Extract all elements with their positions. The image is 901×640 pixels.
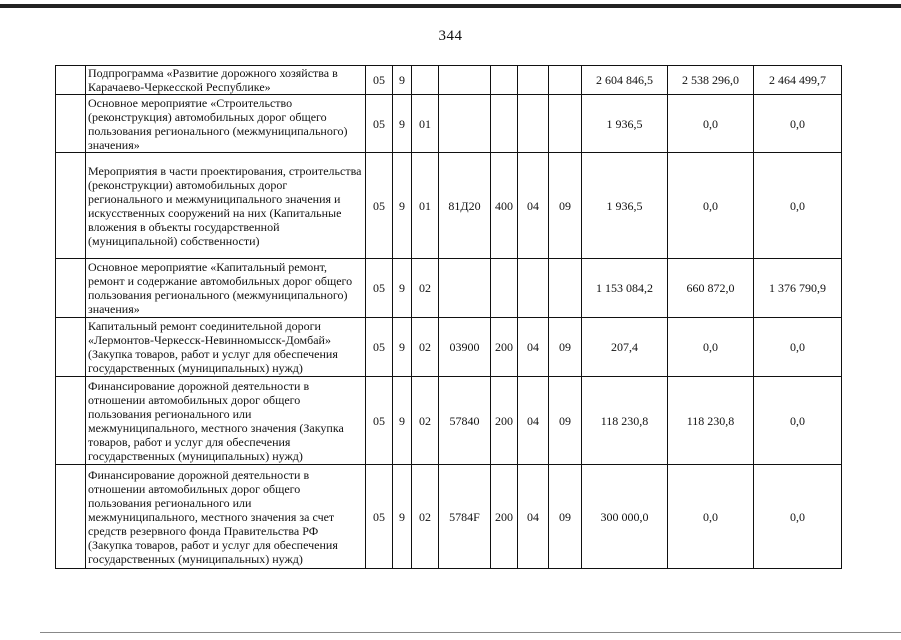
- table-row: [56, 465, 842, 569]
- code-cell: 02: [412, 318, 439, 377]
- code-cell: 9: [393, 465, 412, 569]
- code-cell: 9: [393, 318, 412, 377]
- code-cell: 03900: [439, 318, 491, 377]
- item-name-cell: Подпрограмма «Развитие дорожного хозяйства в Карачаево-Черкесской Республике»: [86, 66, 366, 95]
- amount-cell: 0,0: [754, 318, 842, 377]
- amount-cell: 1 153 084,2: [582, 259, 668, 318]
- code-cell: [412, 66, 439, 95]
- row-number-cell: [56, 153, 86, 259]
- code-cell: 200: [491, 318, 518, 377]
- code-cell: 9: [393, 377, 412, 465]
- amount-cell: 660 872,0: [668, 259, 754, 318]
- code-cell: 04: [518, 318, 549, 377]
- amount-cell: 2 464 499,7: [754, 66, 842, 95]
- row-number-cell: [56, 318, 86, 377]
- code-cell: [491, 259, 518, 318]
- amount-cell: 2 604 846,5: [582, 66, 668, 95]
- code-cell: [549, 66, 582, 95]
- code-cell: 02: [412, 259, 439, 318]
- amount-cell: 1 936,5: [582, 153, 668, 259]
- row-number-cell: [56, 465, 86, 569]
- code-cell: 9: [393, 259, 412, 318]
- code-cell: 02: [412, 465, 439, 569]
- row-number-cell: [56, 95, 86, 153]
- code-cell: 09: [549, 377, 582, 465]
- amount-cell: 0,0: [668, 318, 754, 377]
- code-cell: [439, 95, 491, 153]
- code-cell: [439, 259, 491, 318]
- amount-cell: 0,0: [754, 95, 842, 153]
- code-cell: 05: [366, 465, 393, 569]
- code-cell: 05: [366, 377, 393, 465]
- table-row: [56, 318, 842, 377]
- amount-cell: 0,0: [754, 153, 842, 259]
- code-cell: [549, 95, 582, 153]
- code-cell: 9: [393, 153, 412, 259]
- code-cell: [549, 259, 582, 318]
- amount-cell: 1 376 790,9: [754, 259, 842, 318]
- item-name-cell: Финансирование дорожной деятельности в отношении автомобильных дорог общего пользования регионального или межмуниципального, местного значения (Закупка товаров, работ и услуг для обеспечения государственных (муниципальных) нужд): [86, 377, 366, 465]
- code-cell: [518, 66, 549, 95]
- row-number-cell: [56, 377, 86, 465]
- budget-table: [55, 65, 842, 569]
- bottom-rule: [40, 632, 901, 633]
- code-cell: 09: [549, 465, 582, 569]
- code-cell: 04: [518, 153, 549, 259]
- amount-cell: 0,0: [668, 465, 754, 569]
- table-row: [56, 377, 842, 465]
- amount-cell: 2 538 296,0: [668, 66, 754, 95]
- code-cell: 200: [491, 465, 518, 569]
- item-name-cell: Основное мероприятие «Капитальный ремонт, ремонт и содержание автомобильных дорог общего пользования регионального (межмуниципального) значения»: [86, 259, 366, 318]
- amount-cell: 0,0: [668, 95, 754, 153]
- code-cell: [491, 95, 518, 153]
- code-cell: 02: [412, 377, 439, 465]
- amount-cell: 0,0: [668, 153, 754, 259]
- code-cell: [518, 259, 549, 318]
- code-cell: 09: [549, 153, 582, 259]
- code-cell: 9: [393, 95, 412, 153]
- table-row: [56, 95, 842, 153]
- code-cell: 9: [393, 66, 412, 95]
- code-cell: 57840: [439, 377, 491, 465]
- amount-cell: 0,0: [754, 465, 842, 569]
- item-name-cell: Капитальный ремонт соединительной дороги «Лермонтов-Черкесск-Невинномысск-Домбай» (Закупка товаров, работ и услуг для обеспечения государственных (муниципальных) нужд): [86, 318, 366, 377]
- code-cell: [518, 95, 549, 153]
- code-cell: 09: [549, 318, 582, 377]
- amount-cell: 118 230,8: [668, 377, 754, 465]
- code-cell: 200: [491, 377, 518, 465]
- code-cell: 04: [518, 377, 549, 465]
- code-cell: 01: [412, 153, 439, 259]
- code-cell: 01: [412, 95, 439, 153]
- code-cell: [439, 66, 491, 95]
- top-rule: [0, 4, 901, 8]
- item-name-cell: Финансирование дорожной деятельности в отношении автомобильных дорог общего пользования регионального или межмуниципального, местного значения за счет средств резервного фонда Правительства РФ (Закупка товаров, работ и услуг для обеспечения государственных (муниципальных) нужд): [86, 465, 366, 569]
- code-cell: 04: [518, 465, 549, 569]
- amount-cell: 207,4: [582, 318, 668, 377]
- amount-cell: 300 000,0: [582, 465, 668, 569]
- code-cell: 05: [366, 259, 393, 318]
- page-number: 344: [438, 28, 463, 44]
- item-name-cell: Мероприятия в части проектирования, строительства (реконструкции) автомобильных дорог регионального и межмуниципального значения и искусственных сооружений на них (Капитальные вложения в объекты государственной (муниципальной) собственности): [86, 153, 366, 259]
- row-number-cell: [56, 66, 86, 95]
- amount-cell: 1 936,5: [582, 95, 668, 153]
- code-cell: 05: [366, 66, 393, 95]
- table-row: [56, 66, 842, 95]
- code-cell: 05: [366, 95, 393, 153]
- code-cell: [491, 66, 518, 95]
- code-cell: 05: [366, 153, 393, 259]
- code-cell: 400: [491, 153, 518, 259]
- row-number-cell: [56, 259, 86, 318]
- code-cell: 5784F: [439, 465, 491, 569]
- code-cell: 05: [366, 318, 393, 377]
- amount-cell: 118 230,8: [582, 377, 668, 465]
- table-row: [56, 259, 842, 318]
- amount-cell: 0,0: [754, 377, 842, 465]
- code-cell: 81Д20: [439, 153, 491, 259]
- item-name-cell: Основное мероприятие «Строительство (реконструкция) автомобильных дорог общего пользования регионального (межмуниципального) значения»: [86, 95, 366, 153]
- table-row: [56, 153, 842, 259]
